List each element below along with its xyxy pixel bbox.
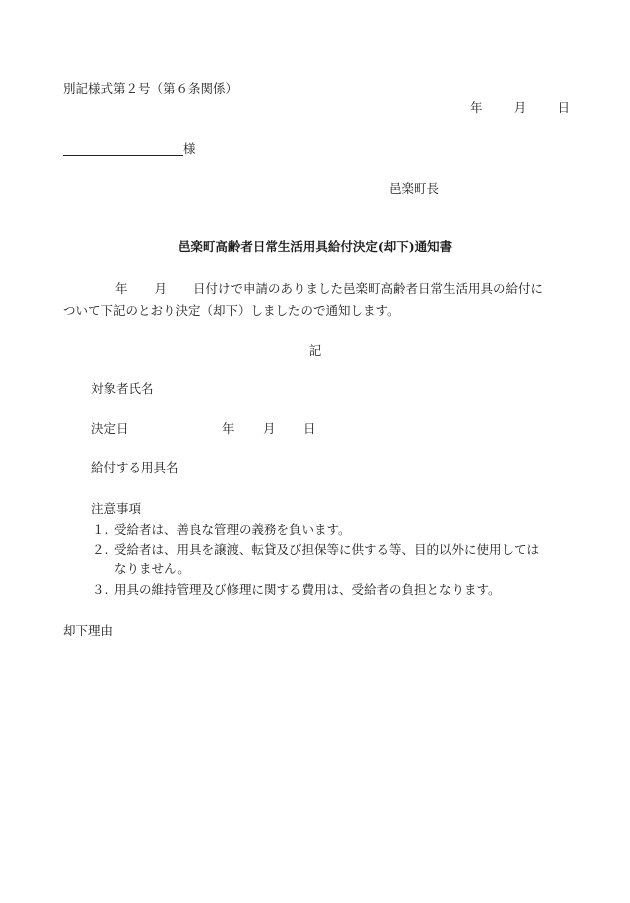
note-item-1 — [92, 524, 351, 537]
decision-year: 年 — [222, 421, 235, 436]
notes-heading: 注意事項 — [91, 501, 142, 516]
body-line-1 — [63, 283, 568, 296]
decision-date-label: 決定日 — [91, 421, 129, 436]
date-header — [470, 102, 570, 115]
body-line-2: ついて下記のとおり決定（却下）しましたので通知します。 — [63, 303, 400, 318]
subject-name-label: 対象者氏名 — [91, 381, 154, 396]
note-item-2 — [92, 544, 539, 557]
note-text: 用具の維持管理及び修理に関する費用は、受給者の負担となります。 — [114, 582, 501, 597]
rejection-reason-label: 却下理由 — [63, 623, 114, 638]
decision-month: 月 — [263, 421, 276, 436]
ki-heading: 記 — [308, 343, 322, 358]
body-line1-text: 日付けで申請のありました邑楽町高齢者日常生活用具の給付に — [193, 281, 544, 296]
date-month: 月 — [513, 100, 527, 115]
note-item-3 — [92, 584, 501, 597]
issuer-name: 邑楽町長 — [389, 181, 440, 196]
body-month: 月 — [154, 281, 168, 296]
item-name-label: 給付する用具名 — [91, 460, 179, 475]
form-label: 別記様式第２号（第６条関係） — [63, 81, 239, 96]
note-text: 受給者は、用具を譲渡、転貸及び担保等に供する等、目的以外に使用しては — [114, 542, 540, 557]
body-year: 年 — [115, 281, 128, 296]
date-day: 日 — [557, 100, 570, 115]
note-text: 受給者は、善良な管理の義務を負います。 — [114, 522, 351, 537]
addressee-suffix: 様 — [183, 141, 196, 156]
date-year: 年 — [470, 100, 483, 115]
note-item-2-continuation: なりません。 — [114, 561, 190, 576]
decision-day: 日 — [303, 421, 316, 436]
note-number: ３. — [92, 582, 109, 597]
note-number: １. — [92, 522, 109, 537]
addressee-name-line — [63, 155, 183, 156]
document-title: 邑楽町高齢者日常生活用具給付決定(却下)通知書 — [177, 239, 453, 254]
note-number: ２. — [92, 542, 109, 557]
